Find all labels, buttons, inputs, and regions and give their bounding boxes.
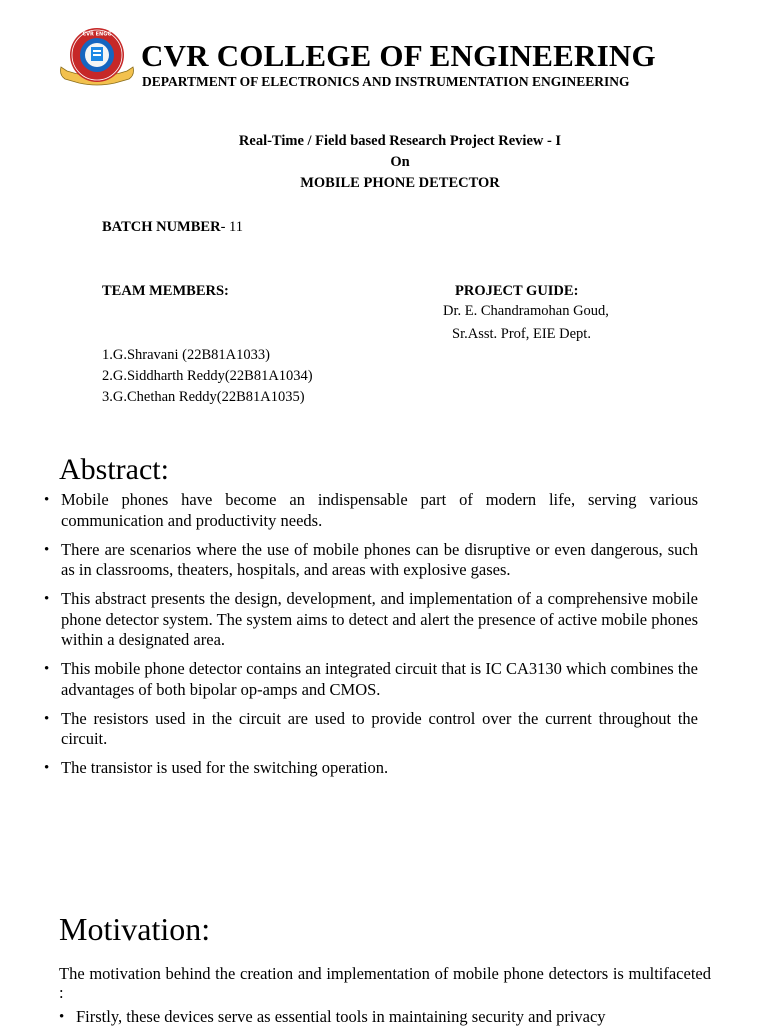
list-item: • Mobile phones have become an indispensable part of modern life, serving various communication and productivity needs. [44,490,698,531]
college-name: CVR COLLEGE OF ENGINEERING [141,38,656,73]
college-logo-icon [57,27,137,89]
project-guide-label: PROJECT GUIDE: [455,283,579,299]
motivation-heading: Motivation: [59,911,211,947]
batch-number [102,218,243,236]
review-on: On [390,154,410,170]
batch-label: BATCH NUMBER [102,219,221,235]
team-members-label: TEAM MEMBERS: [102,283,229,299]
guide-designation: Sr.Asst. Prof, EIE Dept. [452,326,591,342]
team-member: 1.G.Shravani (22B81A1033) [102,347,270,363]
project-title: MOBILE PHONE DETECTOR [300,175,500,191]
batch-value: - 11 [220,219,243,235]
list-item: • Firstly, these devices serve as essential tools in maintaining security and privacy [59,1007,711,1028]
list-item: • This abstract presents the design, development, and implementation of a comprehensive mobile phone detector system. The system aims to detect and alert the presence of active mobile phones within a designated area. [44,589,698,651]
svg-text:CVR ENGG: CVR ENGG [82,31,112,38]
guide-name: Dr. E. Chandramohan Goud, [443,303,609,319]
motivation-list [59,1007,711,1036]
team-member: 2.G.Siddharth Reddy(22B81A1034) [102,368,313,384]
list-item: • The resistors used in the circuit are used to provide control over the current throughout the circuit. [44,709,698,750]
motivation-intro: The motivation behind the creation and implementation of mobile phone detectors is multifaceted : [59,964,711,1002]
department-name: DEPARTMENT OF ELECTRONICS AND INSTRUMENTATION ENGINEERING [142,74,630,89]
list-item: • There are scenarios where the use of mobile phones can be disruptive or even dangerous, such as in classrooms, theaters, hospitals, and areas with explosive gases. [44,540,698,581]
team-member: 3.G.Chethan Reddy(22B81A1035) [102,389,305,405]
list-item: • The transistor is used for the switching operation. [44,758,698,779]
list-item: • This mobile phone detector contains an integrated circuit that is IC CA3130 which combines the advantages of both bipolar op-amps and CMOS. [44,659,698,700]
abstract-heading: Abstract: [59,453,169,486]
abstract-list [44,490,698,787]
review-title: Real-Time / Field based Research Project Review - I [238,133,562,149]
